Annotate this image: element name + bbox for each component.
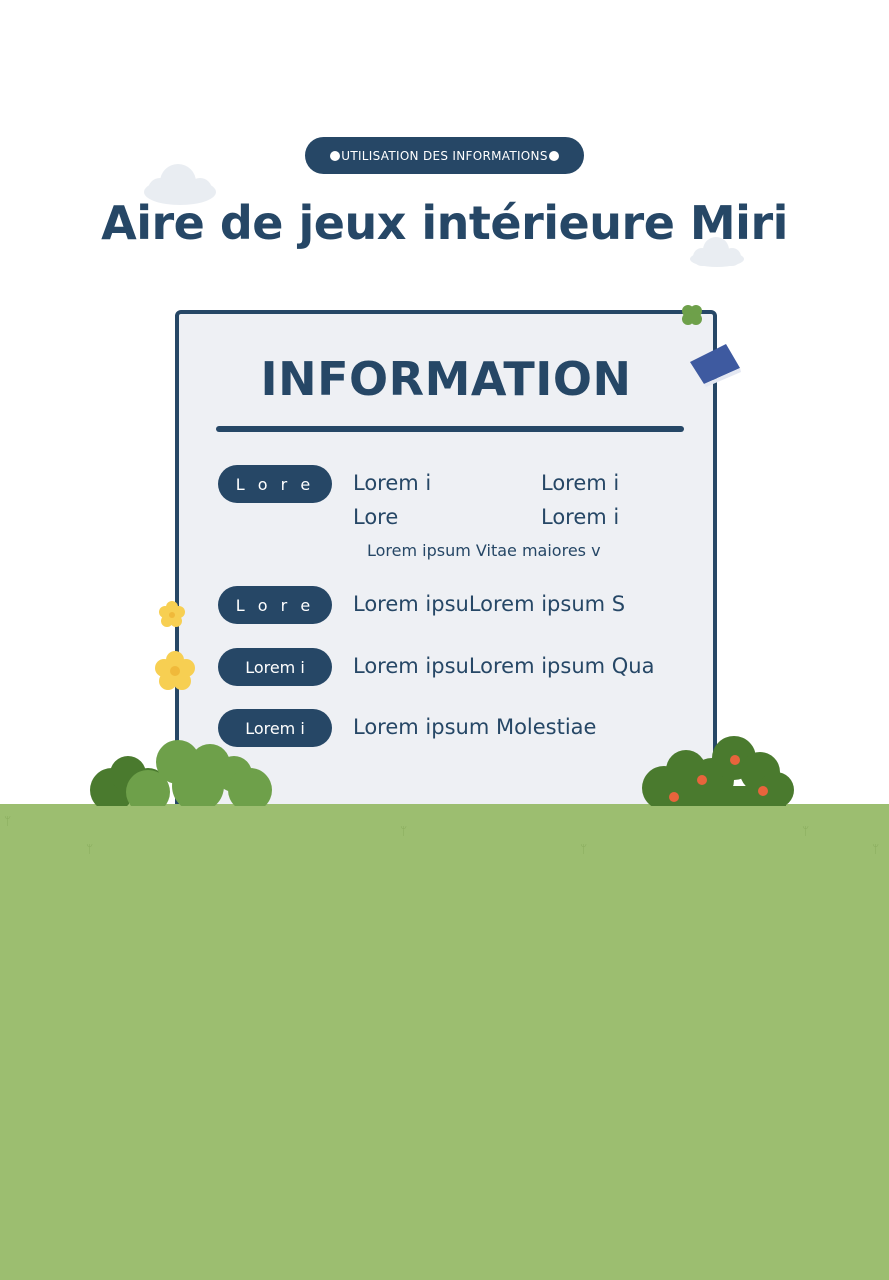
pill-dot-left [330, 151, 340, 161]
info-tag: L o r e [218, 586, 332, 624]
info-tag: Lorem i [218, 709, 332, 747]
grass-tuft: ᛘ [580, 842, 588, 856]
grass-tuft: ᛘ [802, 824, 810, 838]
grass-tuft: ᛘ [872, 842, 880, 856]
section-pill-label: UTILISATION DES INFORMATIONS [341, 148, 548, 163]
bush-icon [88, 734, 278, 806]
grass-tuft: ᛘ [86, 842, 94, 856]
info-value: Lore [353, 505, 399, 529]
flower-icon [153, 650, 197, 692]
grass-ground [0, 804, 889, 1280]
bush-icon [642, 736, 796, 806]
info-value: Lorem i [541, 471, 620, 495]
info-value: Lorem i [541, 505, 620, 529]
section-pill [305, 137, 584, 174]
info-value: Lorem ipsuLorem ipsum S [353, 592, 626, 616]
info-value: Lorem i [353, 471, 432, 495]
book-icon [686, 340, 744, 388]
card-divider [216, 426, 684, 432]
info-value: Lorem ipsuLorem ipsum Qua [353, 654, 655, 678]
grass-tuft: ᛘ [4, 814, 12, 828]
info-value: Lorem ipsum Molestiae [353, 715, 597, 739]
info-tag: Lorem i [218, 648, 332, 686]
flower-icon [158, 600, 186, 628]
grass-tuft: ᛘ [400, 824, 408, 838]
page-title: Aire de jeux intérieure Miri [101, 196, 788, 250]
clover-icon [680, 303, 704, 327]
info-tag: L o r e [218, 465, 332, 503]
info-subtext: Lorem ipsum Vitae maiores v [367, 541, 601, 560]
pill-dot-right [549, 151, 559, 161]
card-heading: INFORMATION [260, 352, 632, 406]
